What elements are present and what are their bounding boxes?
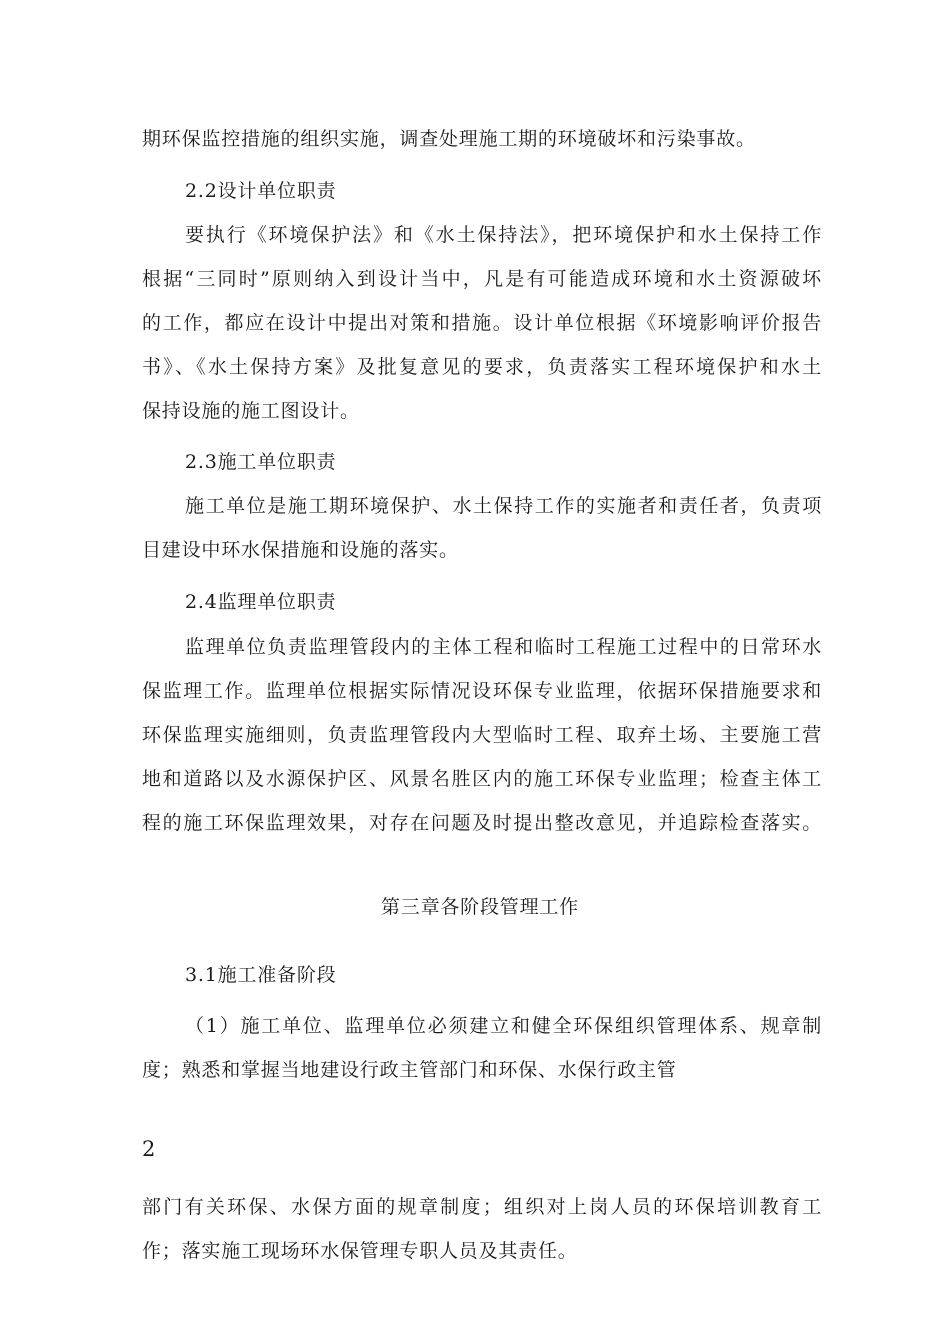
section-heading-2-3: 2.3施工单位职责 [185,451,337,473]
paragraph-line: 施工单位是施工期环境保护、水土保持工作的实施者和责任者，负责项 [185,495,822,517]
paragraph-line: 程的施工环保监理效果，对存在问题及时提出整改意见，并追踪检查落实。 [142,812,822,834]
chapter-title: 第三章各阶段管理工作 [380,896,579,918]
paragraph-line: （1）施工单位、监理单位必须建立和健全环保组织管理体系、规章制 [185,1015,822,1037]
paragraph-line: 度；熟悉和掌握当地建设行政主管部门和环保、水保行政主管 [142,1059,677,1081]
section-heading-3-1: 3.1施工准备阶段 [185,964,337,986]
section-heading-2-2: 2.2设计单位职责 [185,180,337,202]
paragraph-line: 作；落实施工现场环水保管理专职人员及其责任。 [142,1240,578,1262]
paragraph-line: 要执行《环境保护法》和《水土保持法》，把环境保护和水土保持工作 [185,224,822,246]
paragraph-line: 环保监理实施细则，负责监理管段内大型临时工程、取弃土场、主要施工营 [142,724,822,746]
paragraph-line: 地和道路以及水源保护区、风景名胜区内的施工环保专业监理；检查主体工 [142,768,822,790]
section-heading-2-4: 2.4监理单位职责 [185,591,337,613]
paragraph-line: 目建设中环水保措施和设施的落实。 [142,539,459,561]
paragraph-line: 根据“三同时”原则纳入到设计当中，凡是有可能造成环境和水土资源破坏 [142,268,822,290]
paragraph-line: 的工作，都应在设计中提出对策和措施。设计单位根据《环境影响评价报告 [142,312,822,334]
page-number: 2 [142,1137,157,1161]
paragraph-line: 书》、《水土保持方案》及批复意见的要求，负责落实工程环境保护和水土 [142,356,822,378]
paragraph-line: 保持设施的施工图设计。 [142,400,360,422]
paragraph-line: 监理单位负责监理管段内的主体工程和临时工程施工过程中的日常环水 [185,636,822,658]
paragraph-line: 保监理工作。监理单位根据实际情况设环保专业监理，依据环保措施要求和 [142,680,822,702]
paragraph-line: 期环保监控措施的组织实施，调查处理施工期的环境破坏和污染事故。 [142,128,756,150]
paragraph-line: 部门有关环保、水保方面的规章制度；组织对上岗人员的环保培训教育工 [142,1196,822,1218]
